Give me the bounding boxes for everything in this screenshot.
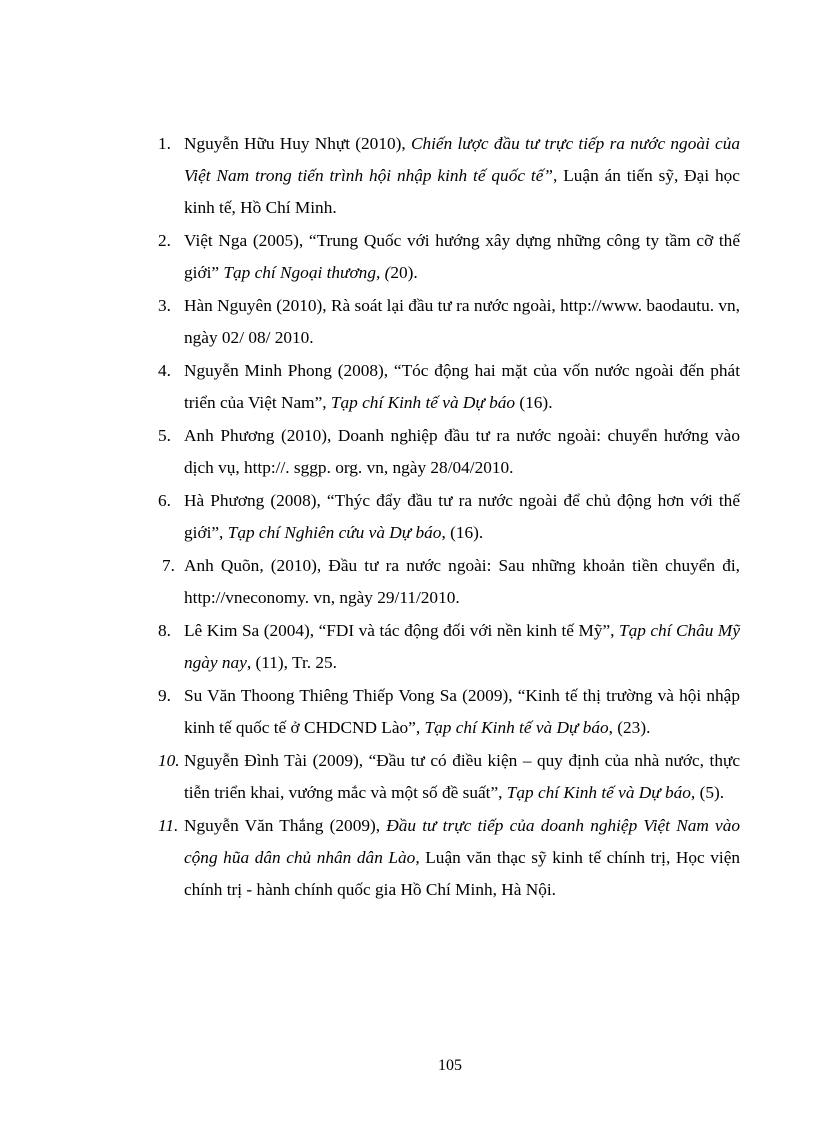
reference-title-italic: Đầu tư trực tiếp của doanh nghiệp Việt Nam vào cộng hũa dân chủ nhân dân Lào, <box>184 816 740 867</box>
reference-text: , (23). <box>608 718 651 737</box>
reference-text: Luận văn thạc sỹ kinh tế chính trị, Học viện chính trị - hành chính quốc gia Hồ Chí Minh, Hà Nội. <box>184 848 741 899</box>
reference-title-italic: Tạp chí Kinh tế và Dự báo, <box>506 783 696 802</box>
page-number <box>0 1057 816 1075</box>
reference-item <box>158 680 740 744</box>
reference-item <box>158 128 740 224</box>
reference-number: 3. <box>158 296 171 315</box>
reference-title-italic: Chiến lược đầu tư trực tiếp ra nước ngoài của Việt Nam trong tiến trình hội nhập kinh tế quốc tế” <box>184 134 740 185</box>
page-number-text: 105 <box>438 1057 462 1074</box>
reference-text: Nguyễn Hữu Huy Nhựt (2010), <box>184 134 411 153</box>
reference-text: Hà Phương (2008), “Thýc đẩy đầu tư ra nước ngoài để chủ động hơn với thế giới”, <box>184 491 740 542</box>
reference-text: 20). <box>390 263 418 282</box>
reference-text: Việt Nga (2005), “Trung Quốc với hướng xây dựng những công ty tầm cỡ thế giới” <box>184 231 740 282</box>
reference-number: 5. <box>158 426 171 445</box>
reference-item <box>158 810 740 906</box>
reference-number: 9. <box>158 686 171 705</box>
reference-number: 2. <box>158 231 171 250</box>
reference-number: 4. <box>158 361 171 380</box>
reference-item <box>158 485 740 549</box>
reference-number: 8. <box>158 621 171 640</box>
reference-number: 1. <box>158 134 171 153</box>
reference-text: , (11), Tr. 25. <box>246 653 337 672</box>
reference-text: (5). <box>695 783 725 802</box>
reference-text: , Luận án tiến sỹ, Đại học kinh tế, Hồ Chí Minh. <box>184 166 740 217</box>
reference-text: Anh Phương (2010), Doanh nghiệp đầu tư ra nước ngoài: chuyển hướng vào dịch vụ, http://. sggp. org. vn, ngày 28/04/2010. <box>184 426 740 477</box>
reference-number: 6. <box>158 491 171 510</box>
reference-item <box>158 290 740 354</box>
reference-item <box>158 745 740 809</box>
reference-text: Nguyễn Đình Tài (2009), “Đầu tư có điều kiện – quy định của nhà nước, thực tiễn triển khai, vướng mắc và một số đề suất”, <box>184 751 740 802</box>
reference-title-italic: Tạp chí Châu Mỹ ngày nay <box>184 621 740 672</box>
reference-title-italic: Tạp chí Ngoại thương, ( <box>223 263 391 282</box>
reference-item <box>158 225 740 289</box>
reference-item <box>158 420 740 484</box>
reference-text: Nguyễn Minh Phong (2008), “Tóc động hai mặt của vốn nước ngoài đến phát triển của Việt Nam”, <box>184 361 740 412</box>
reference-title-italic: Tạp chí Kinh tế và Dự báo <box>330 393 516 412</box>
reference-title-italic: Tạp chí Kinh tế và Dự báo <box>424 718 609 737</box>
reference-text: Nguyễn Văn Thắng (2009), <box>184 816 387 835</box>
reference-item <box>158 355 740 419</box>
reference-list <box>158 128 740 907</box>
reference-title-italic: Tạp chí Nghiên cứu và Dự báo <box>227 523 442 542</box>
reference-number: 7. <box>162 556 175 575</box>
reference-number: 11. <box>158 816 179 835</box>
reference-text: Su Văn Thoong Thiêng Thiếp Vong Sa (2009), “Kinh tế thị trường và hội nhập kinh tế quốc tế ở CHDCND Lào”, <box>184 686 740 737</box>
reference-text: Anh Quõn, (2010), Đầu tư ra nước ngoài: Sau những khoản tiền chuyển đi, http://vneconomy. vn, ngày 29/11/2010. <box>184 556 740 607</box>
reference-item <box>158 550 740 614</box>
reference-item <box>158 615 740 679</box>
reference-text: , (16). <box>441 523 484 542</box>
reference-number: 10. <box>158 751 180 770</box>
reference-text: Hàn Nguyên (2010), Rà soát lại đầu tư ra nước ngoài, http://www. baodautu. vn, ngày 02/ 08/ 2010. <box>184 296 740 347</box>
reference-text: (16). <box>515 393 553 412</box>
reference-text: Lê Kim Sa (2004), “FDI và tác động đối với nền kinh tế Mỹ”, <box>184 621 619 640</box>
